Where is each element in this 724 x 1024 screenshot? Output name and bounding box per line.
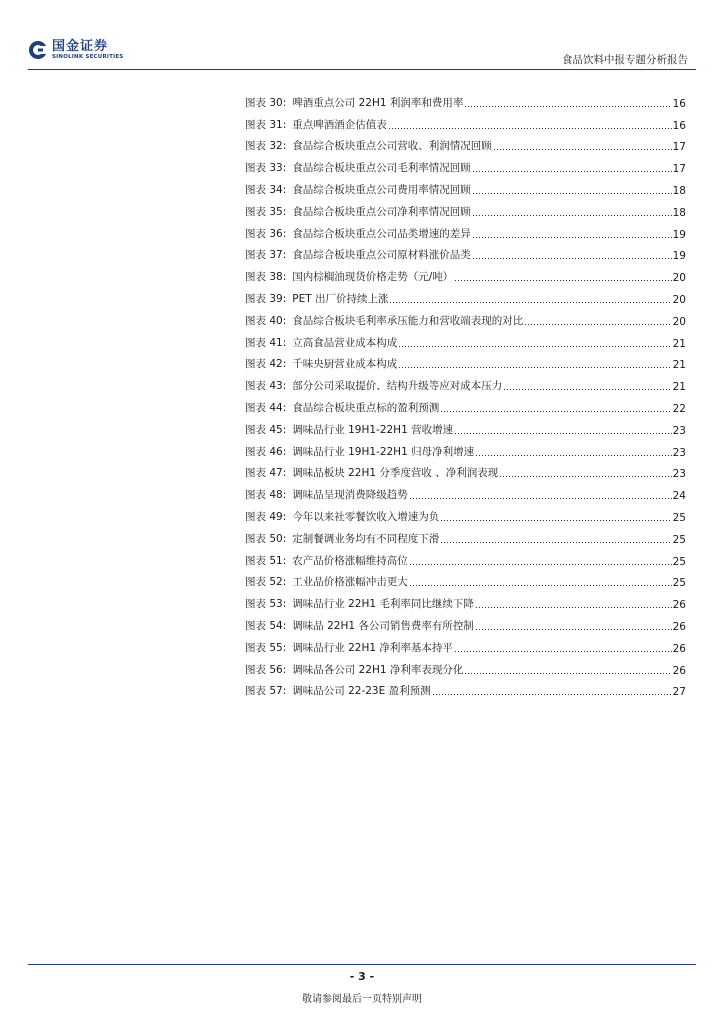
- toc-entry[interactable]: [245, 197, 686, 219]
- toc-page-number: 25: [672, 533, 686, 546]
- toc-figure-title: 调味品公司 22-23E 盈利预测: [292, 685, 431, 698]
- toc-figure-number: 图表 33:: [245, 162, 287, 175]
- toc-dot-leader: [472, 258, 672, 259]
- toc-figure-title: 食品综合板块重点公司品类增速的差异: [292, 227, 471, 240]
- logo-name-cn: 国金证券: [52, 39, 109, 54]
- toc-page-number: 20: [672, 272, 686, 285]
- toc-figure-number: 图表 50:: [245, 532, 287, 545]
- toc-figure-number: 图表 52:: [245, 576, 287, 589]
- toc-entry[interactable]: [245, 153, 686, 175]
- toc-figure-title: 食品综合板块重点公司净利率情况回顾: [292, 205, 471, 218]
- toc-entry[interactable]: [245, 393, 686, 415]
- toc-figure-number: 图表 36:: [245, 227, 287, 240]
- toc-figure-number: 图表 39:: [245, 292, 287, 305]
- toc-figure-title: 重点啤酒酒企估值表: [292, 118, 387, 131]
- toc-dot-leader: [499, 476, 671, 477]
- toc-figure-number: 图表 34:: [245, 183, 287, 196]
- toc-dot-leader: [440, 411, 671, 412]
- toc-figure-title: 调味品行业 22H1 毛利率同比继续下降: [292, 598, 474, 611]
- toc-figure-number: 图表 42:: [245, 358, 287, 371]
- toc-page-number: 19: [672, 228, 686, 241]
- toc-page-number: 24: [672, 490, 686, 503]
- toc-page-number: 16: [672, 97, 686, 110]
- toc-figure-number: 图表 35:: [245, 205, 287, 218]
- toc-entry[interactable]: [245, 502, 686, 524]
- toc-page-number: 26: [672, 620, 686, 633]
- toc-figure-title: 千味央厨营业成本构成: [292, 358, 398, 371]
- toc-entry[interactable]: [245, 306, 686, 328]
- toc-page-number: 22: [672, 402, 686, 415]
- toc-dot-leader: [409, 585, 672, 586]
- toc-entry[interactable]: [245, 568, 686, 590]
- toc-dot-leader: [464, 106, 671, 107]
- toc-figure-number: 图表 37:: [245, 249, 287, 262]
- toc-figure-title: 工业品价格涨幅冲击更大: [292, 576, 408, 589]
- toc-figure-number: 图表 43:: [245, 380, 287, 393]
- toc-page-number: 21: [672, 337, 686, 350]
- toc-dot-leader: [493, 149, 672, 150]
- toc-entry[interactable]: [245, 219, 686, 241]
- toc-entry[interactable]: [245, 110, 686, 132]
- toc-entry[interactable]: [245, 633, 686, 655]
- toc-figure-number: 图表 45:: [245, 423, 287, 436]
- toc-page-number: 23: [672, 424, 686, 437]
- company-logo: [28, 40, 123, 61]
- toc-dot-leader: [454, 651, 672, 652]
- toc-figure-number: 图表 32:: [245, 140, 287, 153]
- logo-name-en: SINOLINK SECURITIES: [52, 54, 124, 60]
- toc-dot-leader: [503, 389, 671, 390]
- toc-figure-title: 农产品价格涨幅维持高位: [292, 554, 408, 567]
- toc-figure-title: 食品综合板块重点标的盈利预测: [292, 401, 440, 414]
- toc-dot-leader: [472, 171, 672, 172]
- toc-page-number: 19: [672, 250, 686, 263]
- toc-figure-number: 图表 38:: [245, 271, 287, 284]
- toc-figure-title: 调味品各公司 22H1 净利率表现分化: [292, 663, 464, 676]
- toc-entry[interactable]: [245, 284, 686, 306]
- toc-dot-leader: [440, 520, 671, 521]
- toc-page-number: 25: [672, 577, 686, 590]
- toc-figure-title: PET 出厂价持续上涨: [292, 292, 389, 305]
- toc-dot-leader: [524, 324, 671, 325]
- toc-dot-leader: [398, 346, 671, 347]
- toc-figure-title: 调味品板块 22H1 分季度营收 、净利润表现: [292, 467, 499, 480]
- toc-page-number: 20: [672, 315, 686, 328]
- toc-figure-title: 立高食品营业成本构成: [292, 336, 398, 349]
- toc-figure-title: 啤酒重点公司 22H1 利润率和费用率: [292, 96, 464, 109]
- toc-figure-number: 图表 46:: [245, 445, 287, 458]
- toc-figure-number: 图表 49:: [245, 510, 287, 523]
- toc-figure-number: 图表 30:: [245, 96, 287, 109]
- toc-dot-leader: [409, 498, 672, 499]
- toc-entry[interactable]: [245, 480, 686, 502]
- toc-figure-title: 部分公司采取提价、结构升级等应对成本压力: [292, 380, 503, 393]
- toc-figure-number: 图表 44:: [245, 401, 287, 414]
- toc-figure-number: 图表 51:: [245, 554, 287, 567]
- toc-page-number: 25: [672, 555, 686, 568]
- toc-dot-leader: [432, 694, 672, 695]
- toc-dot-leader: [475, 607, 672, 608]
- toc-figure-title: 食品综合板块重点公司毛利率情况回顾: [292, 162, 471, 175]
- toc-figure-number: 图表 31:: [245, 118, 287, 131]
- toc-entry[interactable]: [245, 175, 686, 197]
- sinolink-logo-icon: [28, 40, 48, 60]
- toc-figure-title: 调味品行业 22H1 净利率基本持平: [292, 641, 453, 654]
- toc-figure-number: 图表 53:: [245, 598, 287, 611]
- toc-figure-title: 调味品 22H1 各公司销售费率有所控制: [292, 619, 474, 632]
- toc-figure-title: 调味品行业 19H1-22H1 归母净利增速: [292, 445, 475, 458]
- footer-disclaimer: 敬请参阅最后一页特别声明: [302, 994, 422, 1005]
- toc-entry[interactable]: [245, 677, 686, 699]
- toc-figure-number: 图表 55:: [245, 641, 287, 654]
- toc-figure-title: 国内棕榈油现货价格走势（元/吨）: [292, 271, 454, 284]
- toc-entry[interactable]: [245, 328, 686, 350]
- toc-page-number: 16: [672, 119, 686, 132]
- toc-figure-number: 图表 47:: [245, 467, 287, 480]
- toc-figure-title: 调味品呈现消费降级趋势: [292, 489, 408, 502]
- toc-page-number: 18: [672, 206, 686, 219]
- footer-divider: [28, 964, 696, 965]
- toc-figure-title: 调味品行业 19H1-22H1 营收增速: [292, 423, 454, 436]
- toc-page-number: 23: [672, 468, 686, 481]
- toc-dot-leader: [472, 237, 672, 238]
- toc-entry[interactable]: [245, 546, 686, 568]
- toc-entry[interactable]: [245, 241, 686, 263]
- toc-page-number: 21: [672, 381, 686, 394]
- toc-page-number: 17: [672, 163, 686, 176]
- toc-entry[interactable]: [245, 524, 686, 546]
- toc-figure-number: 图表 57:: [245, 685, 287, 698]
- toc-figure-number: 图表 54:: [245, 619, 287, 632]
- toc-page-number: 27: [672, 686, 686, 699]
- toc-dot-leader: [454, 433, 672, 434]
- toc-entry[interactable]: [245, 415, 686, 437]
- toc-dot-leader: [409, 564, 672, 565]
- toc-figure-number: 图表 41:: [245, 336, 287, 349]
- toc-figure-title: 食品综合板块毛利率承压能力和营收端表现的对比: [292, 314, 524, 327]
- toc-entry[interactable]: [245, 437, 686, 459]
- toc-dot-leader: [388, 128, 672, 129]
- toc-entry[interactable]: [245, 262, 686, 284]
- toc-page-number: 17: [672, 141, 686, 154]
- page-header: [0, 0, 724, 72]
- toc-figure-number: 图表 56:: [245, 663, 287, 676]
- toc-dot-leader: [398, 367, 671, 368]
- toc-figure-title: 今年以来社零餐饮收入增速为负: [292, 510, 440, 523]
- toc-dot-leader: [475, 455, 672, 456]
- figure-index: [245, 88, 686, 698]
- toc-entry[interactable]: [245, 589, 686, 611]
- toc-figure-number: 图表 48:: [245, 489, 287, 502]
- toc-dot-leader: [472, 215, 672, 216]
- toc-dot-leader: [472, 193, 672, 194]
- header-divider: [28, 69, 696, 70]
- toc-dot-leader: [464, 673, 671, 674]
- toc-entry[interactable]: [245, 459, 686, 481]
- toc-figure-title: 定制餐调业务均有不同程度下滑: [292, 532, 440, 545]
- toc-page-number: 26: [672, 664, 686, 677]
- toc-entry[interactable]: [245, 371, 686, 393]
- toc-entry[interactable]: [245, 132, 686, 154]
- toc-page-number: 18: [672, 184, 686, 197]
- toc-page-number: 20: [672, 293, 686, 306]
- toc-figure-number: 图表 40:: [245, 314, 287, 327]
- report-title: 食品饮料中报专题分析报告: [562, 54, 688, 66]
- toc-page-number: 26: [672, 599, 686, 612]
- toc-entry[interactable]: [245, 655, 686, 677]
- toc-page-number: 23: [672, 446, 686, 459]
- toc-dot-leader: [475, 629, 672, 630]
- toc-figure-title: 食品综合板块重点公司营收、利润情况回顾: [292, 140, 492, 153]
- toc-dot-leader: [454, 280, 671, 281]
- toc-dot-leader: [389, 302, 671, 303]
- toc-entry[interactable]: [245, 88, 686, 110]
- toc-page-number: 21: [672, 359, 686, 372]
- toc-entry[interactable]: [245, 350, 686, 372]
- toc-page-number: 26: [672, 642, 686, 655]
- toc-figure-title: 食品综合板块重点公司原材料涨价品类: [292, 249, 471, 262]
- toc-figure-title: 食品综合板块重点公司费用率情况回顾: [292, 183, 471, 196]
- page-number: - 3 -: [349, 970, 375, 983]
- toc-dot-leader: [440, 542, 671, 543]
- toc-page-number: 25: [672, 511, 686, 524]
- toc-entry[interactable]: [245, 611, 686, 633]
